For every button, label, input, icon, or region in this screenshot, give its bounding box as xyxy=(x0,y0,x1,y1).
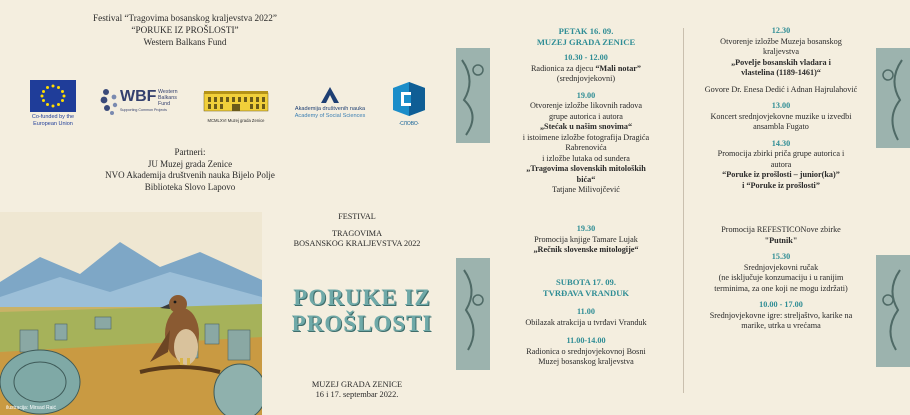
header-line-1: Festival “Tragovima bosanskog kraljevstva 2022” xyxy=(93,13,277,23)
day1-e2-line8: bića“ xyxy=(576,174,596,184)
day1-e1-line2: (srednjovjekovni) xyxy=(556,74,616,83)
slovo-logo-text: ·СЛОВО· xyxy=(398,121,420,127)
eu-logo xyxy=(22,80,88,128)
day2-e2-time: 11.00-14.00 xyxy=(566,336,606,345)
right-e4-line2: "Putnik" xyxy=(764,235,798,245)
cover-festival-block xyxy=(282,212,432,250)
partners xyxy=(70,147,310,193)
slovo-book-icon xyxy=(389,80,429,116)
day1-e3 xyxy=(496,224,676,256)
day2-head-1: SUBOTA 17. 09. xyxy=(555,277,616,287)
right-e6-time: 10.00 - 17.00 xyxy=(759,300,803,309)
cover-title-line-1: PORUKE IZ xyxy=(293,285,431,310)
day1-e2-line4: i istoimene izložbe fotografija Dragića xyxy=(522,132,650,142)
cover-dates: 16 i 17. septembar 2022. xyxy=(315,390,399,399)
partner-2: NVO Akademija društvenih nauka Bijelo Polje xyxy=(105,170,275,180)
day1-e2-line1: Otvorenje izložbe likovnih radova xyxy=(529,101,643,110)
header xyxy=(60,12,310,48)
muzej-logo-text: MCMLXVI Muzej grada Zenice xyxy=(207,118,265,123)
right-e1-time: 12.30 xyxy=(771,26,791,35)
right-e3-line3: “Poruke iz prošlosti – junior(ka)” xyxy=(722,170,840,179)
wbf-tagline: Supporting Common Projects xyxy=(120,108,167,112)
day2-e1-time: 11.00 xyxy=(577,307,595,316)
day1-column xyxy=(496,26,676,196)
partner-1: JU Muzej grada Zenice xyxy=(147,158,233,169)
day1-head-1: PETAK 16. 09. xyxy=(558,26,614,36)
day1-e3-time: 19.30 xyxy=(576,224,596,233)
day2-column xyxy=(496,277,676,368)
eu-flag-icon xyxy=(30,80,76,112)
akademija-logo-text: Akademija društvenih nauka Academy of Social Sciences xyxy=(294,106,366,119)
right-e2-line2: ansambla Fugato xyxy=(753,122,809,131)
day2-e2-line1: Radionica o srednjovjekovnoj Bosni xyxy=(526,346,646,356)
right-e1-line2: kraljevstva xyxy=(763,47,799,56)
day1-e3-line2: „Rečnik slovenske mitologije“ xyxy=(533,245,639,254)
right-e5-line1: Srednjovjekovni ručak xyxy=(743,262,819,272)
illustration-credit: ilustracija: Mirsad Raić xyxy=(6,405,57,411)
partners-title: Partneri: xyxy=(174,147,206,157)
cover-festival: FESTIVAL xyxy=(338,212,376,221)
right-e1-line3: „Povelje bosanskih vladara i xyxy=(731,57,831,67)
day1-head-2: MUZEJ GRADA ZENICE xyxy=(536,36,636,47)
right-column xyxy=(690,26,872,191)
cover-title-line-2: PROŠLOSTI xyxy=(291,311,433,336)
eu-logo-text: Co-funded by the European Union xyxy=(31,114,75,127)
muzej-logo xyxy=(203,90,269,123)
header-line-2: “PORUKE IZ PROŠLOSTI” xyxy=(131,25,239,35)
right-e2-line1: Koncert srednjovjekovne muzike u izvedbi xyxy=(710,111,852,121)
cover-sub-1: TRAGOVIMA xyxy=(331,229,383,239)
day2-e2-line2: Muzej bosanskog kraljevstva xyxy=(538,357,634,366)
right-e6-line2: marike, utrka u vrećama xyxy=(741,321,821,330)
day1-e2-line2: grupe autorica i autora xyxy=(549,111,623,121)
day1-e2-line7: „Tragovima slovenskih mitoloških xyxy=(526,164,646,173)
right-e3-line4: i “Poruke iz prošlosti” xyxy=(742,180,820,190)
right-lower xyxy=(690,225,872,332)
right-e3-line1: Promocija zbirki priča grupe autorica i xyxy=(717,149,845,158)
right-e3-time: 14.30 xyxy=(771,138,791,148)
right-e6-line1: Srednjovjekovne igre: streljaštvo, karike na xyxy=(709,310,853,320)
right-e5-line2: (ne isključuje konzumaciju i u ranijim xyxy=(718,273,844,282)
wbf-logo xyxy=(100,86,188,122)
wbf-sub: Western Balkans Fund xyxy=(158,89,178,108)
day2-head-2: TVRĐAVA VRANDUK xyxy=(542,287,630,298)
day1-e2-line6: i izložbe lutaka od sundera xyxy=(542,153,630,163)
day2-e1-line1: Obilazak atrakcija u tvrđavi Vranduk xyxy=(525,317,647,327)
right-e5-line3: terminima, za one koji ne mogu izdržati) xyxy=(714,283,848,293)
cover-place: MUZEJ GRADA ZENICE xyxy=(311,380,403,389)
illustration xyxy=(0,212,262,415)
cover-venue xyxy=(282,380,432,400)
day1-e1-time: 10.30 - 12.00 xyxy=(564,53,608,62)
stone-relief-right xyxy=(876,0,910,415)
right-e1-line5: Govore Dr. Enesa Dedić i Adnan Hajrulahović xyxy=(704,84,858,94)
wbf-dots-icon xyxy=(100,88,120,116)
cover-sub-2: BOSANSKOG KRALJEVSTVA 2022 xyxy=(293,239,421,249)
right-e3-line2: autora xyxy=(770,159,792,169)
day1-e3-line1: Promocija knjige Tamare Lujak xyxy=(534,234,638,244)
day1-e2-line9: Tatjane Milivojčević xyxy=(552,185,620,194)
akademija-logo xyxy=(288,86,372,120)
day1-e1-line1: Radionica za djecu “Mali notar” xyxy=(530,63,642,73)
museum-building-icon xyxy=(203,90,269,112)
landscape-hawk-illustration xyxy=(0,212,262,415)
akademija-peak-icon xyxy=(320,86,340,104)
cover-title xyxy=(268,285,456,337)
column-divider xyxy=(683,28,684,393)
header-line-3: Western Balkans Fund xyxy=(143,37,227,47)
day1-e2-time: 19.00 xyxy=(576,90,596,100)
wbf-big: WBF xyxy=(120,88,157,105)
slovo-logo xyxy=(389,80,433,127)
partner-3: Biblioteka Slovo Lapovo xyxy=(144,181,236,192)
right-e5-time: 15.30 xyxy=(771,252,791,261)
stone-relief-left xyxy=(456,0,490,415)
day1-e2-line3: „Stećak u našim snovima“ xyxy=(539,122,633,131)
right-e4-line1: Promocija REFESTICONove zbirke xyxy=(721,225,841,234)
day1-e2-line5: Rabrenovića xyxy=(565,143,607,152)
right-e1-line1: Otvorenje izložbe Muzeja bosanskog xyxy=(720,36,842,46)
right-e1-line4: vlastelina (1189-1461)“ xyxy=(741,68,821,77)
right-e2-time: 13.00 xyxy=(771,101,791,110)
